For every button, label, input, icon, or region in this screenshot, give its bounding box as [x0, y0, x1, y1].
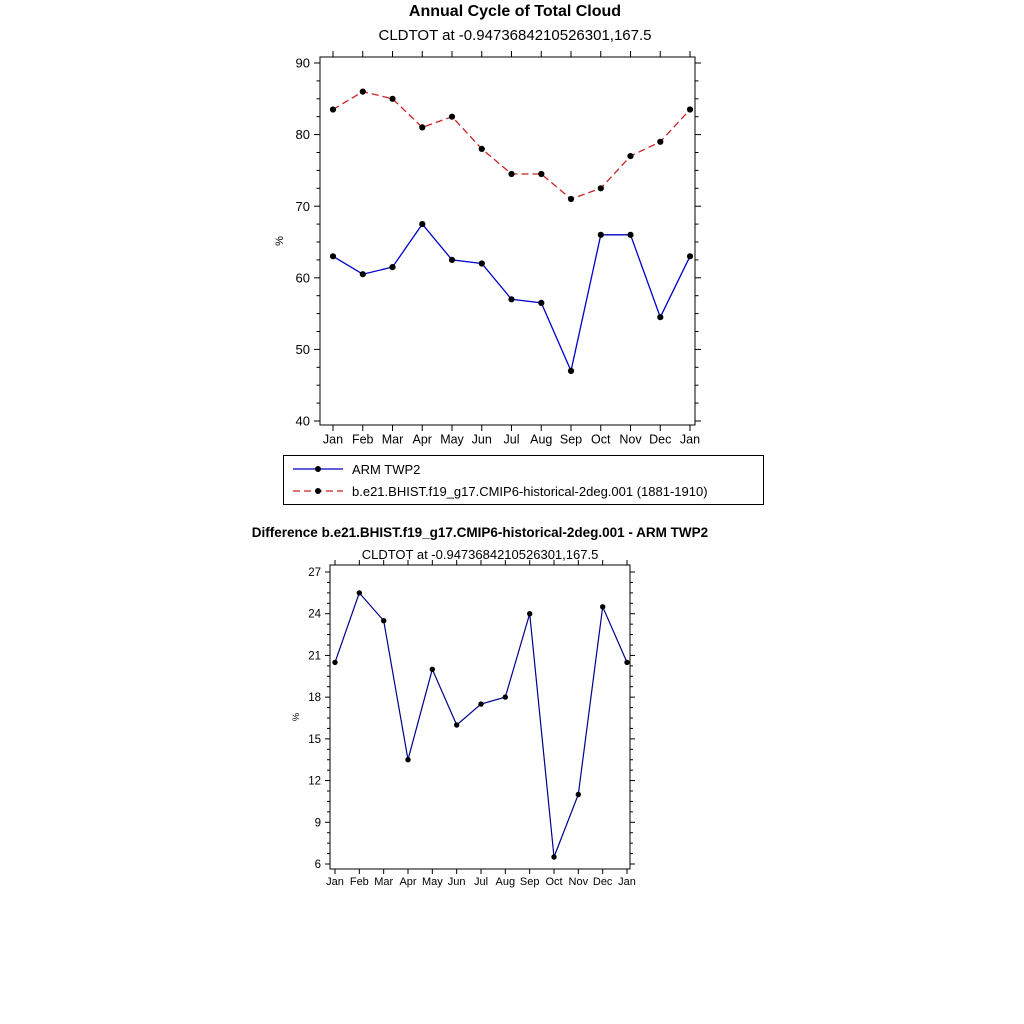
x-tick-label: Feb [351, 432, 374, 447]
data-point [479, 260, 485, 266]
legend-entry [291, 480, 756, 502]
x-tick-label: Feb [349, 876, 369, 888]
x-tick-label: Jun [447, 876, 466, 888]
x-tick-label: Oct [545, 876, 563, 888]
data-point [419, 124, 425, 130]
x-tick-label: Sep [559, 432, 583, 447]
x-tick-label: May [440, 432, 464, 447]
data-point [538, 300, 544, 306]
plot-frame [320, 57, 695, 425]
data-point [568, 368, 574, 374]
legend [283, 455, 764, 505]
y-tick-label: 80 [295, 127, 310, 143]
x-tick-label: Dec [592, 876, 613, 888]
data-point [508, 171, 514, 177]
data-point [508, 296, 514, 302]
data-point [389, 264, 395, 270]
data-point [627, 232, 633, 238]
data-point [538, 171, 544, 177]
y-tick-label: 9 [314, 817, 321, 830]
y-tick-label: 90 [295, 55, 310, 71]
legend-line-sample [291, 462, 345, 476]
x-tick-label: Jan [322, 432, 344, 447]
data-point [687, 106, 693, 112]
x-tick-label: Mar [381, 432, 404, 447]
y-tick-label: 12 [308, 775, 321, 788]
x-tick-label: Mar [374, 876, 394, 888]
data-point [657, 139, 663, 145]
x-tick-label: May [421, 876, 443, 888]
x-tick-label: Nov [568, 876, 589, 888]
difference-plot [280, 560, 680, 892]
data-point [360, 271, 366, 277]
data-point [624, 660, 629, 665]
legend-label: b.e21.BHIST.f19_g17.CMIP6-historical-2deg.001 (1881-1910) [352, 483, 708, 499]
data-point [357, 590, 362, 595]
legend-label: ARM TWP2 [352, 461, 421, 477]
x-tick-label: Apr [412, 432, 432, 447]
data-point [576, 792, 581, 797]
x-tick-label: Oct [591, 432, 611, 447]
x-tick-label: Jul [503, 432, 520, 447]
data-point [330, 253, 336, 259]
y-axis-label: % [274, 236, 286, 246]
y-tick-label: 18 [308, 692, 321, 705]
data-point [389, 96, 395, 102]
data-point [454, 722, 459, 727]
y-tick-label: 50 [295, 341, 310, 357]
x-tick-label: Nov [619, 432, 642, 447]
y-tick-label: 24 [308, 608, 321, 621]
data-point [527, 611, 532, 616]
y-tick-label: 70 [295, 198, 310, 214]
x-tick-label: Jul [473, 876, 489, 888]
legend-line-sample [291, 484, 345, 498]
x-tick-label: Jan [618, 876, 636, 888]
legend-entry [291, 458, 756, 480]
y-tick-label: 6 [314, 859, 321, 872]
difference-chart-subtitle: CLDTOT at -0.9473684210526301,167.5 [361, 547, 599, 562]
data-point [381, 618, 386, 623]
data-point [478, 701, 483, 706]
annual-cycle-plot [250, 40, 780, 448]
series-line [333, 92, 690, 199]
data-point [430, 667, 435, 672]
x-tick-label: Aug [530, 432, 553, 447]
y-tick-label: 15 [308, 733, 321, 746]
data-point [687, 253, 693, 259]
data-point [405, 757, 410, 762]
data-point [503, 694, 508, 699]
y-tick-label: 60 [295, 270, 310, 286]
data-point [449, 114, 455, 120]
x-tick-label: Jun [471, 432, 492, 447]
y-axis-label: % [291, 712, 302, 722]
data-point [600, 604, 605, 609]
data-point [449, 257, 455, 263]
x-tick-label: Jan [679, 432, 701, 447]
y-tick-label: 27 [308, 567, 321, 580]
difference-chart-title: Difference b.e21.BHIST.f19_g17.CMIP6-historical-2deg.001 - ARM TWP2 [251, 525, 709, 540]
data-point [598, 232, 604, 238]
data-point [479, 146, 485, 152]
y-tick-label: 21 [308, 650, 321, 663]
x-tick-label: Sep [519, 876, 540, 888]
data-point [627, 153, 633, 159]
y-tick-label: 40 [295, 413, 310, 429]
x-tick-label: Aug [495, 876, 516, 888]
x-tick-label: Dec [649, 432, 672, 447]
data-point [332, 660, 337, 665]
x-tick-label: Apr [399, 876, 417, 888]
data-point [360, 89, 366, 95]
data-point [598, 185, 604, 191]
data-point [657, 314, 663, 320]
data-point [551, 854, 556, 859]
data-point [330, 106, 336, 112]
top-chart-subtitle: CLDTOT at -0.9473684210526301,167.5 [378, 27, 652, 44]
data-point [419, 221, 425, 227]
data-point [568, 196, 574, 202]
top-chart-title: Annual Cycle of Total Cloud [408, 3, 622, 20]
x-tick-label: Jan [326, 876, 344, 888]
series-line [335, 593, 627, 857]
